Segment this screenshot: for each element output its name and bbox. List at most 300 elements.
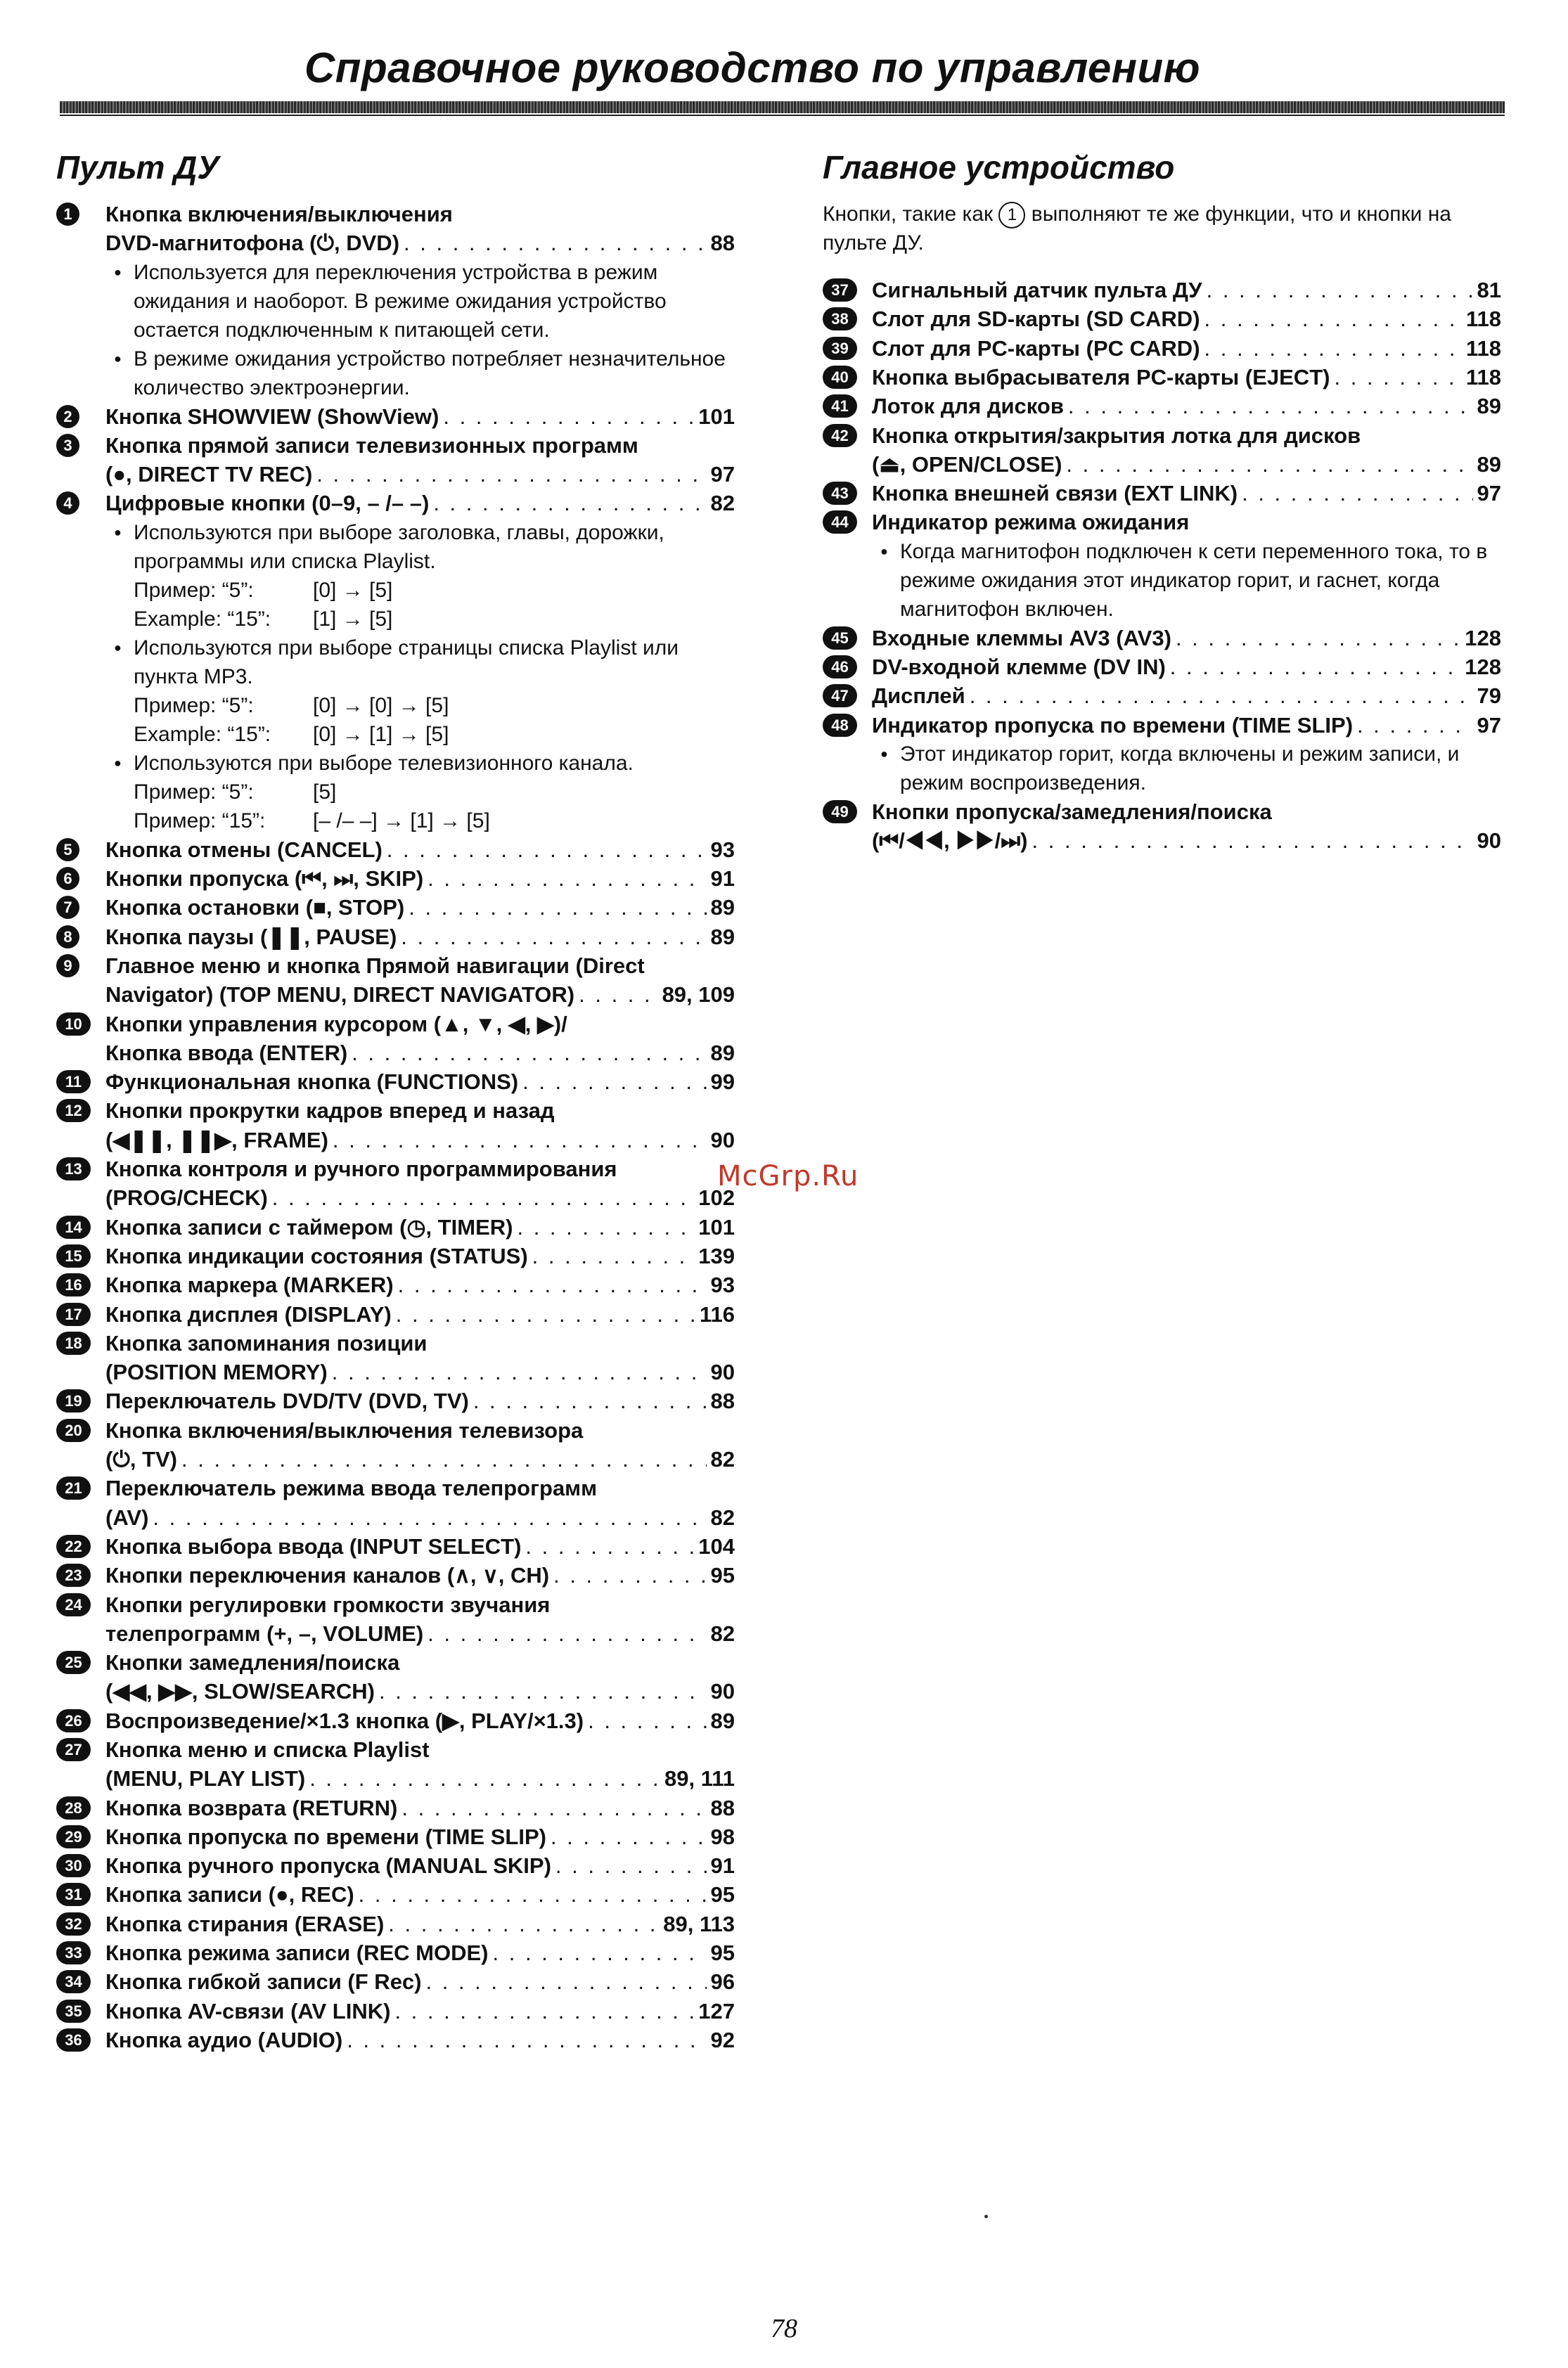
index-entry <box>56 1154 735 1213</box>
entry-label: (PROG/CHECK) <box>105 1185 268 1211</box>
entry-line <box>872 363 1501 392</box>
index-entry <box>56 1329 735 1387</box>
item-number-badge: 26 <box>56 1709 91 1732</box>
entry-line <box>105 1358 735 1386</box>
page-reference: 101 <box>698 1214 735 1240</box>
page-reference: 101 <box>698 404 735 429</box>
entry-line <box>872 624 1501 652</box>
index-entry <box>56 1010 735 1068</box>
entry-label: Кнопки прокрутки кадров вперед и назад <box>105 1098 555 1124</box>
entry-line <box>105 1910 735 1938</box>
index-entry <box>56 1270 735 1299</box>
entry-label: Слот для PC-карты (PC CARD) <box>872 335 1200 361</box>
entry-label: Кнопка возврата (RETURN) <box>105 1795 398 1820</box>
entry-label: Кнопка режима записи (REC MODE) <box>105 1941 489 1966</box>
entry-line <box>105 864 735 893</box>
example-keys: [0] → [1] → [5] <box>313 722 449 746</box>
page-reference: 89 <box>1477 451 1501 477</box>
item-number-badge: 3 <box>56 434 79 457</box>
index-entry <box>823 797 1501 856</box>
circled-number: 1 <box>998 202 1025 229</box>
example-row <box>105 778 735 806</box>
item-number-badge: 44 <box>823 510 857 534</box>
item-number-badge: 39 <box>823 337 857 360</box>
entry-label: Кнопки управления курсором (▲, ▼, ◀, ▶)/ <box>105 1011 567 1036</box>
dot-leader <box>396 1300 695 1329</box>
entry-line <box>105 1503 735 1532</box>
index-entry <box>56 835 735 864</box>
entry-line <box>872 421 1501 450</box>
entry-line <box>105 1416 735 1445</box>
entry-label: (⏻, TV) <box>105 1447 178 1472</box>
page-reference: 82 <box>710 491 735 516</box>
index-entry <box>56 1386 735 1415</box>
entry-line <box>105 951 735 980</box>
entry-label: Кнопка индикации состояния (STATUS) <box>105 1243 528 1268</box>
entry-label: Слот для SD-карты (SD CARD) <box>872 307 1200 332</box>
item-number-badge: 43 <box>823 482 857 505</box>
example-row <box>105 806 735 835</box>
page-reference: 90 <box>1477 828 1501 854</box>
dot-leader <box>1204 304 1462 333</box>
entry-line <box>105 1532 735 1561</box>
entry-line <box>105 1938 735 1967</box>
item-number-badge: 21 <box>56 1476 91 1500</box>
index-entry <box>56 1648 735 1706</box>
example-label: Пример: “5”: <box>134 780 254 804</box>
index-entry <box>56 864 735 893</box>
index-entry <box>56 402 735 431</box>
dot-leader <box>1207 276 1473 304</box>
entry-line <box>105 835 735 864</box>
dot-leader <box>401 1794 706 1822</box>
dot-leader <box>1242 479 1472 508</box>
intro-text-before: Кнопки, такие как <box>823 202 994 226</box>
item-number-badge: 35 <box>56 2000 91 2023</box>
item-number-badge: 36 <box>56 2028 91 2052</box>
entry-note: ● Используются при выборе страницы списка Playlist или пункта MP3. <box>105 633 735 691</box>
item-number-badge: 13 <box>56 1157 91 1180</box>
page-reference: 89 <box>1477 394 1501 419</box>
page-reference: 98 <box>710 1824 735 1849</box>
page-reference: 89 <box>710 1040 735 1065</box>
entry-label: (●, DIRECT TV REC) <box>105 462 313 487</box>
item-number-badge: 6 <box>56 867 79 890</box>
entry-line <box>872 276 1501 304</box>
item-number-badge: 23 <box>56 1564 91 1587</box>
index-entry <box>823 276 1501 304</box>
entry-line <box>105 1126 735 1154</box>
page-reference: 88 <box>710 1795 735 1820</box>
index-entry <box>56 1067 735 1096</box>
entry-label: Кнопки замедления/поиска <box>105 1650 400 1675</box>
page-reference: 91 <box>710 1853 735 1879</box>
index-entry <box>56 1213 735 1242</box>
index-entry <box>823 304 1501 333</box>
entry-line <box>105 922 735 951</box>
index-entry <box>56 1997 735 2026</box>
remote-heading: Пульт ДУ <box>56 149 219 186</box>
index-entry <box>56 1561 735 1590</box>
entry-label: Воспроизведение/×1.3 кнопка (▶, PLAY/×1.3) <box>105 1708 584 1733</box>
entry-line <box>105 1474 735 1502</box>
index-entry <box>56 1822 735 1851</box>
index-entry <box>56 893 735 922</box>
dot-leader <box>532 1242 695 1270</box>
entry-line <box>105 1822 735 1851</box>
entry-line <box>872 304 1501 333</box>
item-number-badge: 32 <box>56 1912 91 1936</box>
entry-line <box>105 1329 735 1358</box>
index-entry <box>823 479 1501 508</box>
item-number-badge: 47 <box>823 684 857 707</box>
entry-note: ● В режиме ожидания устройство потребляет незначительное количество электроэнергии. <box>105 345 735 402</box>
entry-line <box>105 402 735 431</box>
example-keys: [0] → [0] → [5] <box>313 693 449 717</box>
entry-label: Кнопка паузы (❚❚, PAUSE) <box>105 924 397 949</box>
remote-item-list <box>56 200 735 2054</box>
example-row <box>105 720 735 749</box>
entry-label: Кнопка включения/выключения <box>105 202 453 226</box>
page-reference: 118 <box>1465 364 1501 390</box>
entry-line <box>105 1967 735 1996</box>
entry-label: Кнопка открытия/закрытия лотка для дисков <box>872 423 1361 448</box>
entry-label: (◀❚❚, ❚❚▶, FRAME) <box>105 1127 328 1152</box>
item-number-badge: 40 <box>823 366 857 389</box>
entry-label: Индикатор пропуска по времени (TIME SLIP) <box>872 712 1354 738</box>
entry-note: ● Используется для переключения устройства в режим ожидания и наоборот. В режиме ожидания устройство остается подключенным к питающей сети. <box>105 258 735 345</box>
entry-label: Кнопка AV-связи (AV LINK) <box>105 1998 391 2023</box>
entry-line <box>105 1619 735 1648</box>
entry-label: Кнопки регулировки громкости звучания <box>105 1592 551 1617</box>
page-reference: 89 <box>710 1708 735 1733</box>
item-number-badge: 49 <box>823 800 857 823</box>
item-number-badge: 10 <box>56 1012 91 1036</box>
dot-leader <box>588 1706 706 1735</box>
example-keys: [1] → [5] <box>313 607 393 631</box>
page-reference: 93 <box>710 1273 735 1298</box>
entry-label: Кнопка гибкой записи (F Rec) <box>105 1969 422 1995</box>
item-number-badge: 7 <box>56 896 79 919</box>
index-entry <box>56 922 735 951</box>
page-reference: 89 <box>710 895 735 920</box>
dot-leader <box>553 1561 706 1590</box>
page-reference: 82 <box>710 1621 735 1646</box>
item-number-badge: 11 <box>56 1070 91 1093</box>
dot-leader <box>1204 334 1462 363</box>
example-label: Пример: “5”: <box>134 693 254 717</box>
index-entry <box>56 1474 735 1532</box>
item-number-badge: 19 <box>56 1389 91 1413</box>
dot-leader <box>153 1503 706 1532</box>
entry-label: Переключатель DVD/TV (DVD, TV) <box>105 1389 469 1414</box>
index-entry <box>56 1300 735 1329</box>
item-number-badge: 41 <box>823 394 857 418</box>
dot-leader <box>347 2026 706 2054</box>
dot-leader <box>433 489 706 517</box>
page-reference: 95 <box>710 1563 735 1588</box>
entry-line <box>105 1242 735 1270</box>
example-keys: [5] <box>313 780 337 804</box>
page-reference: 116 <box>699 1301 735 1327</box>
entry-label: Кнопка запоминания позиции <box>105 1330 428 1356</box>
entry-label: Кнопка включения/выключения телевизора <box>105 1417 584 1443</box>
example-label: Example: “15”: <box>134 607 271 631</box>
page-reference: 88 <box>710 1389 735 1414</box>
entry-label: (⏏, OPEN/CLOSE) <box>872 451 1062 477</box>
page-reference: 104 <box>698 1533 735 1559</box>
item-number-badge: 2 <box>56 405 79 428</box>
dot-leader <box>1176 624 1460 652</box>
dot-leader <box>426 1967 707 1996</box>
index-entry <box>56 1242 735 1270</box>
dot-leader <box>1066 450 1472 479</box>
index-entry <box>56 431 735 489</box>
main-unit-intro <box>823 200 1501 257</box>
dot-leader <box>398 1270 707 1299</box>
dot-leader <box>525 1532 694 1561</box>
dot-leader <box>272 1183 694 1212</box>
entry-line <box>105 1880 735 1909</box>
dot-leader <box>1334 363 1462 392</box>
entry-line <box>105 1213 735 1242</box>
entry-label: Входные клеммы AV3 (AV3) <box>872 625 1171 650</box>
entry-label: Кнопка записи с таймером (◷, TIMER) <box>105 1214 513 1240</box>
dot-leader <box>332 1358 707 1386</box>
page-reference: 97 <box>1477 712 1501 738</box>
dot-leader <box>359 1880 707 1909</box>
entry-label: Переключатель режима ввода телепрограмм <box>105 1476 598 1501</box>
dot-leader <box>181 1445 707 1474</box>
entry-note: ● Когда магнитофон подключен к сети переменного тока, то в режиме ожидания этот индикатор горит, и гаснет, когда магнитофон включен. <box>872 537 1501 624</box>
entry-label: Функциональная кнопка (FUNCTIONS) <box>105 1069 519 1095</box>
dot-leader <box>309 1764 660 1793</box>
entry-note: ● Используются при выборе заголовка, главы, дорожки, программы или списка Playlist. <box>105 518 735 576</box>
index-entry <box>56 1706 735 1735</box>
dot-leader <box>551 1822 707 1851</box>
entry-label: Кнопка дисплея (DISPLAY) <box>105 1301 392 1327</box>
example-row <box>105 576 735 605</box>
index-entry <box>56 1416 735 1474</box>
entry-line <box>105 1561 735 1590</box>
entry-line <box>872 711 1501 740</box>
page-reference: 89 <box>710 924 735 949</box>
scan-speck <box>984 2215 988 2218</box>
entry-label: DVD-магнитофона (⏻, DVD) <box>105 231 400 256</box>
index-entry <box>56 1096 735 1154</box>
item-number-badge: 31 <box>56 1883 91 1906</box>
entry-label: Кнопка ввода (ENTER) <box>105 1040 348 1065</box>
page-reference: 89, 113 <box>663 1911 735 1936</box>
dot-leader <box>428 1619 706 1648</box>
entry-label: Сигнальный датчик пульта ДУ <box>872 278 1202 303</box>
item-number-badge: 17 <box>56 1303 91 1326</box>
example-row <box>105 605 735 633</box>
page-reference: 81 <box>1477 278 1501 303</box>
entry-label: Кнопка ручного пропуска (MANUAL SKIP) <box>105 1853 551 1879</box>
item-number-badge: 16 <box>56 1273 91 1296</box>
index-entry <box>56 1938 735 1967</box>
dot-leader <box>522 1067 706 1096</box>
example-label: Пример: “15”: <box>134 809 266 832</box>
entry-line <box>105 1590 735 1619</box>
dot-leader <box>473 1386 707 1415</box>
item-number-badge: 1 <box>56 202 79 226</box>
item-number-badge: 12 <box>56 1099 91 1122</box>
entry-line <box>105 1735 735 1764</box>
item-number-badge: 30 <box>56 1854 91 1877</box>
page-reference: 88 <box>710 231 735 256</box>
entry-line <box>105 1096 735 1125</box>
example-label: Example: “15”: <box>134 722 271 746</box>
example-keys: [0] → [5] <box>313 578 393 602</box>
dot-leader <box>388 1910 659 1938</box>
page-reference: 139 <box>698 1243 735 1268</box>
entry-line <box>105 1851 735 1880</box>
entry-label: Главное меню и кнопка Прямой навигации (Direct <box>105 953 645 978</box>
entry-label: Кнопка меню и списка Playlist <box>105 1737 430 1762</box>
item-number-badge: 24 <box>56 1593 91 1616</box>
entry-line <box>105 1794 735 1822</box>
example-row <box>105 691 735 720</box>
item-number-badge: 48 <box>823 714 857 737</box>
dot-leader <box>401 922 706 951</box>
entry-line <box>872 797 1501 826</box>
entry-label: Кнопка прямой записи телевизионных программ <box>105 432 638 458</box>
index-entry <box>56 1851 735 1880</box>
entry-line <box>872 826 1501 855</box>
entry-label: телепрограмм (+, –, VOLUME) <box>105 1621 424 1646</box>
entry-line <box>872 479 1501 508</box>
item-number-badge: 15 <box>56 1244 91 1268</box>
page-number: 78 <box>771 2314 797 2343</box>
entry-line <box>105 1010 735 1038</box>
entry-line <box>105 1677 735 1706</box>
item-number-badge: 4 <box>56 491 79 515</box>
page-reference: 95 <box>710 1882 735 1907</box>
entry-label: Цифровые кнопки (0–9, – /– –) <box>105 491 430 516</box>
page-reference: 92 <box>710 2027 735 2052</box>
page-reference: 95 <box>710 1941 735 1966</box>
index-entry <box>56 1735 735 1794</box>
item-number-badge: 22 <box>56 1535 91 1558</box>
entry-line <box>105 1183 735 1212</box>
entry-label: Индикатор режима ожидания <box>872 510 1190 535</box>
page-reference: 89, 111 <box>664 1766 735 1791</box>
page-reference: 93 <box>710 837 735 862</box>
page-title: Справочное руководство по управлению <box>304 44 1201 91</box>
entry-note: ● Используются при выборе телевизионного канала. <box>105 749 735 778</box>
page-reference: 89, 109 <box>662 982 735 1008</box>
item-number-badge: 5 <box>56 838 79 861</box>
page-reference: 97 <box>1477 481 1501 506</box>
dot-leader <box>1068 392 1473 420</box>
entry-line <box>105 1067 735 1096</box>
entry-label: (AV) <box>105 1505 149 1530</box>
index-entry <box>823 508 1501 623</box>
index-entry <box>56 2026 735 2054</box>
entry-label: Кнопка стирания (ERASE) <box>105 1911 385 1936</box>
entry-label: (◀◀, ▶▶, SLOW/SEARCH) <box>105 1679 375 1704</box>
entry-line <box>105 2026 735 2054</box>
page-reference: 90 <box>710 1360 735 1385</box>
main-unit-column <box>823 149 1501 856</box>
entry-label: Кнопка записи (●, REC) <box>105 1882 354 1907</box>
index-entry <box>823 624 1501 652</box>
page-reference: 79 <box>1477 683 1501 709</box>
watermark: McGrp.Ru <box>717 1160 859 1192</box>
item-number-badge: 46 <box>823 655 857 678</box>
entry-line <box>872 334 1501 363</box>
entry-label: (MENU, PLAY LIST) <box>105 1766 306 1791</box>
example-label: Пример: “5”: <box>134 578 254 602</box>
entry-label: Кнопка пропуска по времени (TIME SLIP) <box>105 1824 546 1849</box>
dot-leader <box>443 402 694 431</box>
entry-line <box>105 1706 735 1735</box>
title-rule <box>60 101 1505 113</box>
dot-leader <box>409 893 706 922</box>
entry-label: Кнопка аудио (AUDIO) <box>105 2027 343 2052</box>
entry-line <box>872 652 1501 681</box>
entry-line <box>105 431 735 460</box>
dot-leader <box>428 864 706 893</box>
index-entry <box>56 1910 735 1938</box>
page-reference: 128 <box>1465 655 1501 680</box>
index-entry <box>56 1967 735 1996</box>
index-entry <box>823 681 1501 710</box>
entry-line <box>872 508 1501 536</box>
index-entry <box>56 200 735 402</box>
entry-line <box>105 1038 735 1067</box>
dot-leader <box>1170 652 1460 681</box>
entry-label: (⏮/◀◀, ▶▶/⏭) <box>872 828 1028 854</box>
main-unit-item-list <box>823 276 1501 855</box>
entry-label: Кнопка выбора ввода (INPUT SELECT) <box>105 1533 522 1559</box>
entry-line <box>105 1445 735 1474</box>
dot-leader <box>493 1938 707 1967</box>
entry-label: Navigator) (TOP MENU, DIRECT NAVIGATOR) <box>105 982 575 1008</box>
dot-leader <box>387 835 707 864</box>
item-number-badge: 28 <box>56 1796 91 1820</box>
item-number-badge: 34 <box>56 1970 91 1993</box>
item-number-badge: 8 <box>56 925 79 948</box>
item-number-badge: 29 <box>56 1825 91 1848</box>
example-keys: [– /– –] → [1] → [5] <box>313 809 490 832</box>
index-entry <box>56 1794 735 1822</box>
remote-control-column <box>56 149 735 2054</box>
dot-leader <box>970 681 1473 710</box>
dot-leader <box>404 229 707 257</box>
page-reference: 127 <box>698 1998 735 2023</box>
item-number-badge: 27 <box>56 1738 91 1761</box>
index-entry <box>56 1590 735 1649</box>
item-number-badge: 25 <box>56 1651 91 1674</box>
entry-line <box>105 200 735 229</box>
entry-line <box>105 980 735 1009</box>
entry-line <box>105 1154 735 1183</box>
index-entry <box>56 1880 735 1909</box>
page-reference: 102 <box>698 1185 735 1211</box>
item-number-badge: 18 <box>56 1332 91 1355</box>
entry-line <box>105 1270 735 1299</box>
index-entry <box>56 489 735 835</box>
index-entry <box>56 1532 735 1561</box>
page-reference: 96 <box>710 1969 735 1995</box>
entry-label: Кнопка SHOWVIEW (ShowView) <box>105 404 439 429</box>
entry-line <box>105 489 735 517</box>
page-reference: 82 <box>710 1505 735 1530</box>
page-reference: 90 <box>710 1679 735 1704</box>
